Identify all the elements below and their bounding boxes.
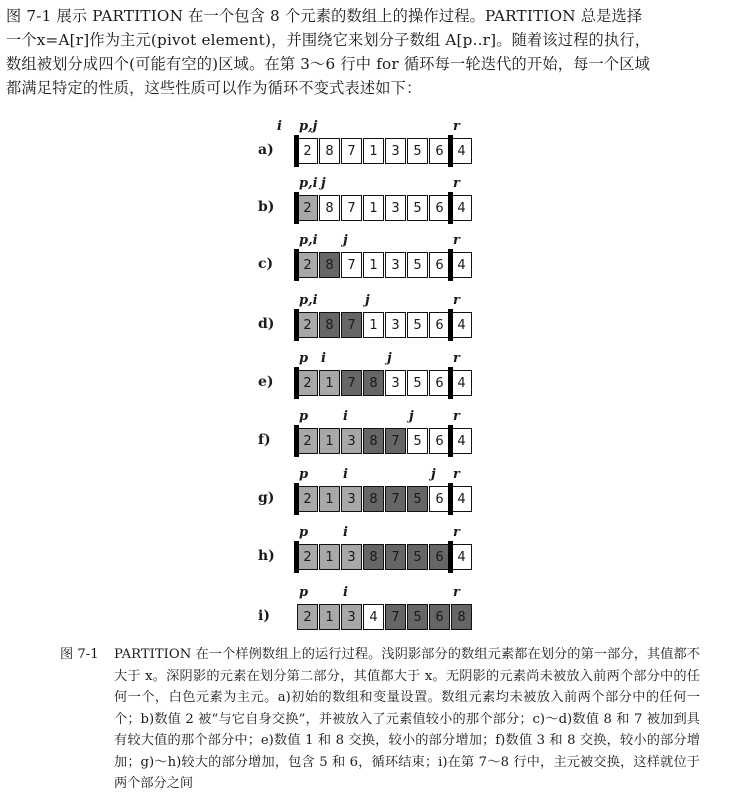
boundary-bar [448, 135, 453, 167]
index-pointer: j [387, 351, 392, 366]
array-cell: 8 [363, 370, 384, 396]
caption-text: PARTITION 在一个样例数组上的运行过程。浅阴影部分的数组元素都在划分的第一部分，其值都不大于 x。深阴影的元素在划分第二部分，其值都大于 x。无阴影的元素尚未被放入前两个部分中的任何一个，白色元素为主元。a)初始的数组和变量设置。数组元素均未被放入前两个部分中的任何一个；b)数值 2 被“与它自身交换”，并被放入了元素值较小的那个部分；c)～d)数值 8 和 7 被加到具有较大值的那个部分中；e)数值 1 和 8 交换，较小的部分增加；f)数值 3 和 8 交换，较小的部分增加；g)～h)较大的部分增加，包含 5 和 6，循环结束；i)在第 7～8 行中，主元被交换，这样就位于两个部分之间 [114, 647, 700, 791]
index-pointer: i [343, 585, 348, 600]
array-cell: 6 [429, 428, 450, 454]
array-cell: 8 [363, 544, 384, 570]
array-cell: 7 [385, 486, 406, 512]
array-cell: 3 [385, 312, 406, 338]
array-cell: 1 [363, 195, 384, 221]
array-cell: 2 [297, 195, 318, 221]
array-cell: 1 [319, 604, 340, 630]
boundary-bar [448, 192, 453, 224]
array-cell: 5 [407, 138, 428, 164]
array-cell: 1 [319, 370, 340, 396]
array-cell: 4 [451, 428, 472, 454]
array-cell: 6 [429, 604, 450, 630]
array-cell: 4 [451, 486, 472, 512]
row-label: f) [258, 432, 271, 448]
index-pointer: i [343, 409, 348, 424]
array-cell: 1 [319, 486, 340, 512]
array-cell: 6 [429, 138, 450, 164]
array-cell: 4 [451, 312, 472, 338]
boundary-bar [448, 249, 453, 281]
array-row [0, 293, 740, 342]
array-cell: 3 [341, 428, 362, 454]
boundary-bar [294, 309, 299, 341]
intro-line: 一个x=A[r]作为主元(pivot element)，并围绕它来划分子数组 A[p..r]。随着该过程的执行， [6, 31, 651, 49]
array-row [0, 409, 740, 458]
array-cell: 5 [407, 604, 428, 630]
array-cell: 4 [363, 604, 384, 630]
array-cell: 8 [319, 138, 340, 164]
array-cell: 6 [429, 252, 450, 278]
boundary-bar [294, 249, 299, 281]
boundary-bar [294, 367, 299, 399]
array-row [0, 176, 740, 225]
array-cell: 6 [429, 370, 450, 396]
array-row [0, 585, 740, 634]
index-pointer: r [453, 351, 460, 366]
array-cell: 2 [297, 486, 318, 512]
array-cell: 4 [451, 544, 472, 570]
array-cell: 4 [451, 138, 472, 164]
array-cell: 7 [385, 604, 406, 630]
index-pointer: i [343, 525, 348, 540]
array-cell: 5 [407, 486, 428, 512]
array-cell: 6 [429, 195, 450, 221]
array-cell: 6 [429, 312, 450, 338]
boundary-bar [294, 541, 299, 573]
array-cell: 8 [363, 428, 384, 454]
boundary-bar [448, 367, 453, 399]
row-label: c) [258, 256, 274, 272]
array-cell: 1 [319, 544, 340, 570]
intro-line: 数组被划分成四个(可能有空的)区域。在第 3～6 行中 for 循环每一轮迭代的开始，每一个区域 [6, 55, 651, 73]
row-label: h) [258, 548, 275, 564]
index-pointer: p,j [299, 119, 318, 134]
boundary-bar [294, 135, 299, 167]
array-cell: 8 [319, 195, 340, 221]
row-label: g) [258, 490, 275, 506]
array-cell: 1 [363, 138, 384, 164]
array-cell: 7 [341, 138, 362, 164]
array-cell: 8 [319, 312, 340, 338]
row-label: b) [258, 199, 275, 215]
array-cell: 5 [407, 370, 428, 396]
index-pointer: j [365, 293, 370, 308]
row-label: a) [258, 142, 274, 158]
index-pointer: j [409, 409, 414, 424]
array-cell: 2 [297, 544, 318, 570]
array-cell: 7 [385, 544, 406, 570]
array-cell: 4 [451, 370, 472, 396]
index-pointer: r [453, 293, 460, 308]
array-row [0, 467, 740, 516]
array-row [0, 525, 740, 574]
index-pointer: r [453, 176, 460, 191]
row-label: i) [258, 608, 270, 624]
caption-label: 图 7-1 [60, 647, 99, 662]
intro-line: 图 7-1 展示 PARTITION 在一个包含 8 个元素的数组上的操作过程。PARTITION 总是选择 [6, 7, 643, 25]
index-pointer: p,i [299, 233, 318, 248]
index-pointer: r [453, 233, 460, 248]
index-pointer: i [343, 467, 348, 482]
array-cell: 7 [385, 428, 406, 454]
array-cell: 2 [297, 604, 318, 630]
array-cell: 2 [297, 312, 318, 338]
array-cell: 3 [341, 604, 362, 630]
array-cell: 2 [297, 428, 318, 454]
array-cell: 6 [429, 486, 450, 512]
array-cell: 3 [385, 370, 406, 396]
index-pointer: r [453, 585, 460, 600]
intro-line: 都满足特定的性质，这些性质可以作为循环不变式表述如下： [6, 79, 422, 97]
index-pointer: p [299, 467, 309, 482]
array-cell: 7 [341, 252, 362, 278]
array-cell: 6 [429, 544, 450, 570]
array-cell: 5 [407, 428, 428, 454]
array-cell: 7 [341, 370, 362, 396]
array-cell: 3 [341, 544, 362, 570]
boundary-bar [448, 425, 453, 457]
boundary-bar [294, 192, 299, 224]
index-pointer: p [299, 585, 309, 600]
index-pointer: p,i [299, 176, 318, 191]
index-pointer: j [431, 467, 436, 482]
array-cell: 4 [451, 252, 472, 278]
index-pointer: i [321, 351, 326, 366]
array-cell: 3 [385, 252, 406, 278]
array-cell: 3 [385, 195, 406, 221]
array-cell: 1 [363, 312, 384, 338]
array-row [0, 119, 740, 168]
array-cell: 5 [407, 312, 428, 338]
index-pointer: j [343, 233, 348, 248]
boundary-bar [448, 483, 453, 515]
index-pointer: r [453, 409, 460, 424]
array-cell: 8 [363, 486, 384, 512]
array-cell: 2 [297, 138, 318, 164]
array-row [0, 351, 740, 400]
index-pointer: j [321, 176, 326, 191]
array-cell: 7 [341, 195, 362, 221]
array-cell: 1 [319, 428, 340, 454]
index-pointer: p,i [299, 293, 318, 308]
intro-paragraph [6, 4, 734, 100]
array-cell: 5 [407, 195, 428, 221]
array-cell: 7 [341, 312, 362, 338]
row-label: e) [258, 374, 274, 390]
boundary-bar [294, 425, 299, 457]
index-pointer: i [277, 119, 282, 134]
index-pointer: p [299, 351, 309, 366]
index-pointer: p [299, 409, 309, 424]
array-cell: 5 [407, 544, 428, 570]
array-row [0, 233, 740, 282]
array-cell: 8 [451, 604, 472, 630]
array-cell: 1 [363, 252, 384, 278]
index-pointer: p [299, 525, 309, 540]
array-cell: 8 [319, 252, 340, 278]
array-cell: 3 [341, 486, 362, 512]
array-cell: 2 [297, 252, 318, 278]
figure-caption [60, 644, 700, 795]
array-cell: 3 [385, 138, 406, 164]
boundary-bar [448, 541, 453, 573]
row-label: d) [258, 316, 275, 332]
index-pointer: r [453, 119, 460, 134]
index-pointer: r [453, 467, 460, 482]
boundary-bar [448, 309, 453, 341]
array-cell: 4 [451, 195, 472, 221]
boundary-bar [294, 483, 299, 515]
array-cell: 5 [407, 252, 428, 278]
array-cell: 2 [297, 370, 318, 396]
index-pointer: r [453, 525, 460, 540]
